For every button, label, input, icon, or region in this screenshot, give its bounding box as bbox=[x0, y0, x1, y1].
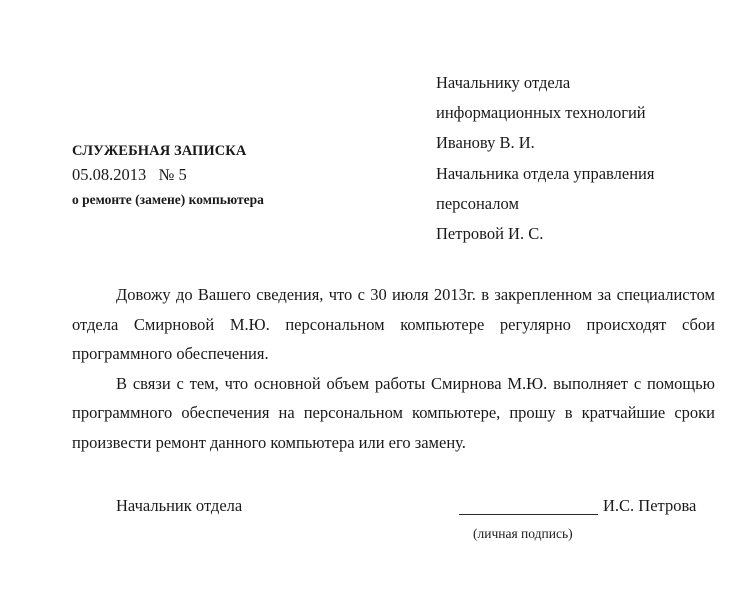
addressee-line: Начальника отдела управления bbox=[436, 163, 655, 183]
addressee-line: Иванову В. И. bbox=[436, 133, 535, 153]
body-paragraph: В связи с тем, что основной объем работы Смирнова М.Ю. выполняет с помощью программного обеспечения на персональном компьютере, прошу в кратчайшие сроки произвести ремонт данного компьютера или его замену. bbox=[72, 373, 715, 452]
addressee-block bbox=[436, 68, 654, 249]
addressee-line: Начальнику отдела bbox=[436, 73, 571, 92]
signer-name: И.С. Петрова bbox=[603, 496, 697, 515]
memo-title: СЛУЖЕБНАЯ ЗАПИСКА bbox=[72, 143, 247, 159]
memo-subject: о ремонте (замене) компьютера bbox=[72, 192, 264, 207]
memo-header bbox=[72, 141, 264, 211]
signature-caption: (личная подпись) bbox=[473, 526, 573, 541]
addressee-line: Петровой И. С. bbox=[436, 224, 544, 244]
memo-date-number: 05.08.2013 № 5 bbox=[72, 165, 187, 184]
addressee-line: информационных технологий bbox=[436, 103, 646, 123]
signature-line bbox=[459, 514, 598, 515]
body-paragraph: Довожу до Вашего сведения, что с 30 июля 2013г. в закрепленном за специалистом отдела Смирновой М.Ю. персональном компьютере регулярно происходят сбои программного обеспечения. bbox=[72, 285, 715, 364]
signer-position: Начальник отдела bbox=[116, 496, 243, 515]
addressee-line: персоналом bbox=[436, 193, 519, 213]
memo-body bbox=[72, 280, 715, 458]
